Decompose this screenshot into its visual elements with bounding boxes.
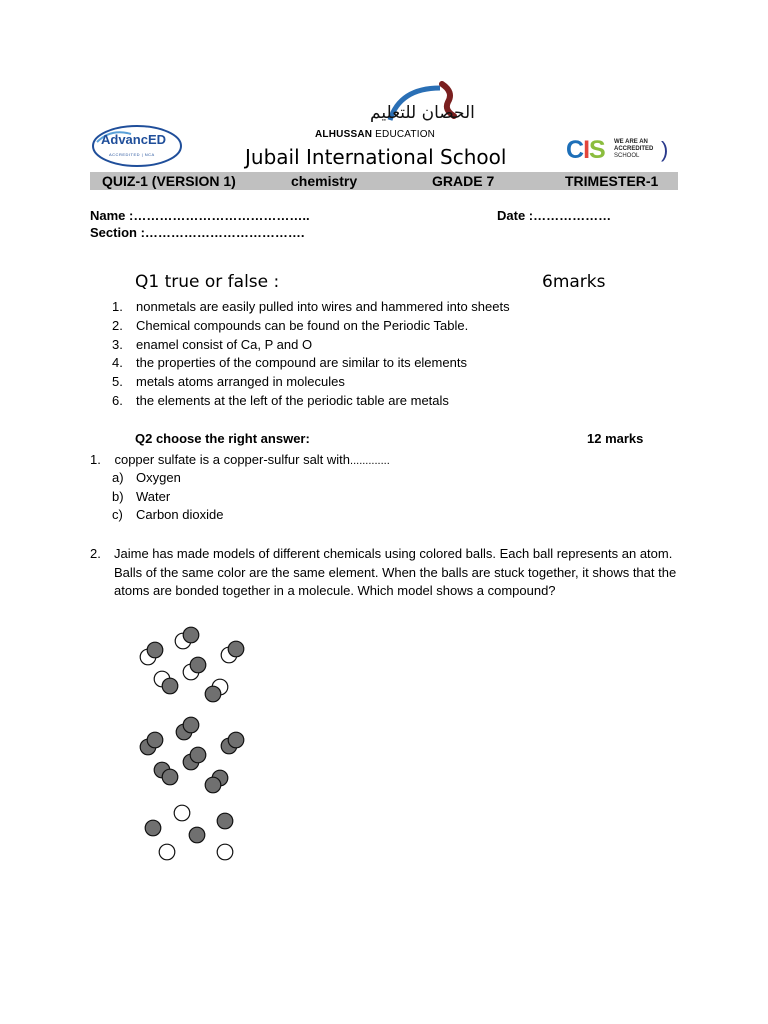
model-2: [140, 717, 244, 793]
cis-tagline-line-1: WE ARE AN: [614, 139, 648, 145]
question-text: Jaime has made models of different chemicals using colored balls. Each ball represents an atom. Balls of the same color are the same element. When the balls are stuck together, it shows that the atoms are bonded together in a molecule. Which model shows a compound?: [114, 546, 677, 599]
model-3: [145, 805, 233, 860]
advanced-wordmark: AdvancED: [101, 132, 167, 147]
alhussan-education: EDUCATION: [375, 129, 436, 140]
list-item: 6. the elements at the left of the periodic table are metals: [112, 392, 449, 408]
list-item: 5. metals atoms arranged in molecules: [112, 374, 345, 390]
subject-label: chemistry: [291, 173, 358, 189]
cis-bracket-icon: ): [661, 137, 669, 162]
grade-label: GRADE 7: [432, 173, 495, 189]
q1-marks: 6marks: [542, 272, 606, 292]
answer-blank: .............: [350, 455, 390, 467]
list-item: 1. nonmetals are easily pulled into wires and hammered into sheets: [112, 299, 510, 314]
advanced-subtitle: ACCREDITED | NCA: [109, 152, 155, 157]
list-item: 4. the properties of the compound are similar to its elements: [112, 355, 467, 371]
alhussan-arabic-name: الحصان للتعليم: [370, 103, 475, 123]
date-field[interactable]: Date :………………: [497, 208, 612, 223]
list-item: 3. enamel consist of Ca, P and O: [112, 336, 313, 352]
cis-tagline-line-2: ACCREDITED: [614, 146, 654, 152]
option-b[interactable]: b) Water: [112, 488, 171, 504]
list-item: 2. Chemical compounds can be found on the Periodic Table.: [112, 317, 469, 333]
section-field[interactable]: Section :……………………………….: [90, 225, 305, 240]
q2-title: Q2 choose the right answer:: [135, 431, 310, 446]
name-field[interactable]: Name :…………………………………..: [90, 208, 310, 223]
q2-marks: 12 marks: [587, 431, 644, 446]
alhussan-brand: ALHUSSAN: [315, 129, 373, 140]
model-1: [140, 627, 244, 702]
trimester-label: TRIMESTER-1: [565, 173, 659, 189]
quiz-version: QUIZ-1 (VERSION 1): [102, 173, 236, 189]
question-number: 1.: [90, 452, 101, 467]
question-text: copper sulfate is a copper-sulfur salt with: [114, 452, 351, 467]
cis-wordmark: CIS: [566, 136, 605, 164]
q1-title: Q1 true or false :: [135, 272, 280, 292]
cis-tagline-line-3: SCHOOL: [614, 153, 640, 159]
option-c[interactable]: c) Carbon dioxide: [112, 507, 224, 523]
option-a[interactable]: a) Oxygen: [112, 470, 181, 485]
school-title: Jubail International School: [245, 145, 507, 169]
question-number: 2.: [90, 546, 101, 561]
